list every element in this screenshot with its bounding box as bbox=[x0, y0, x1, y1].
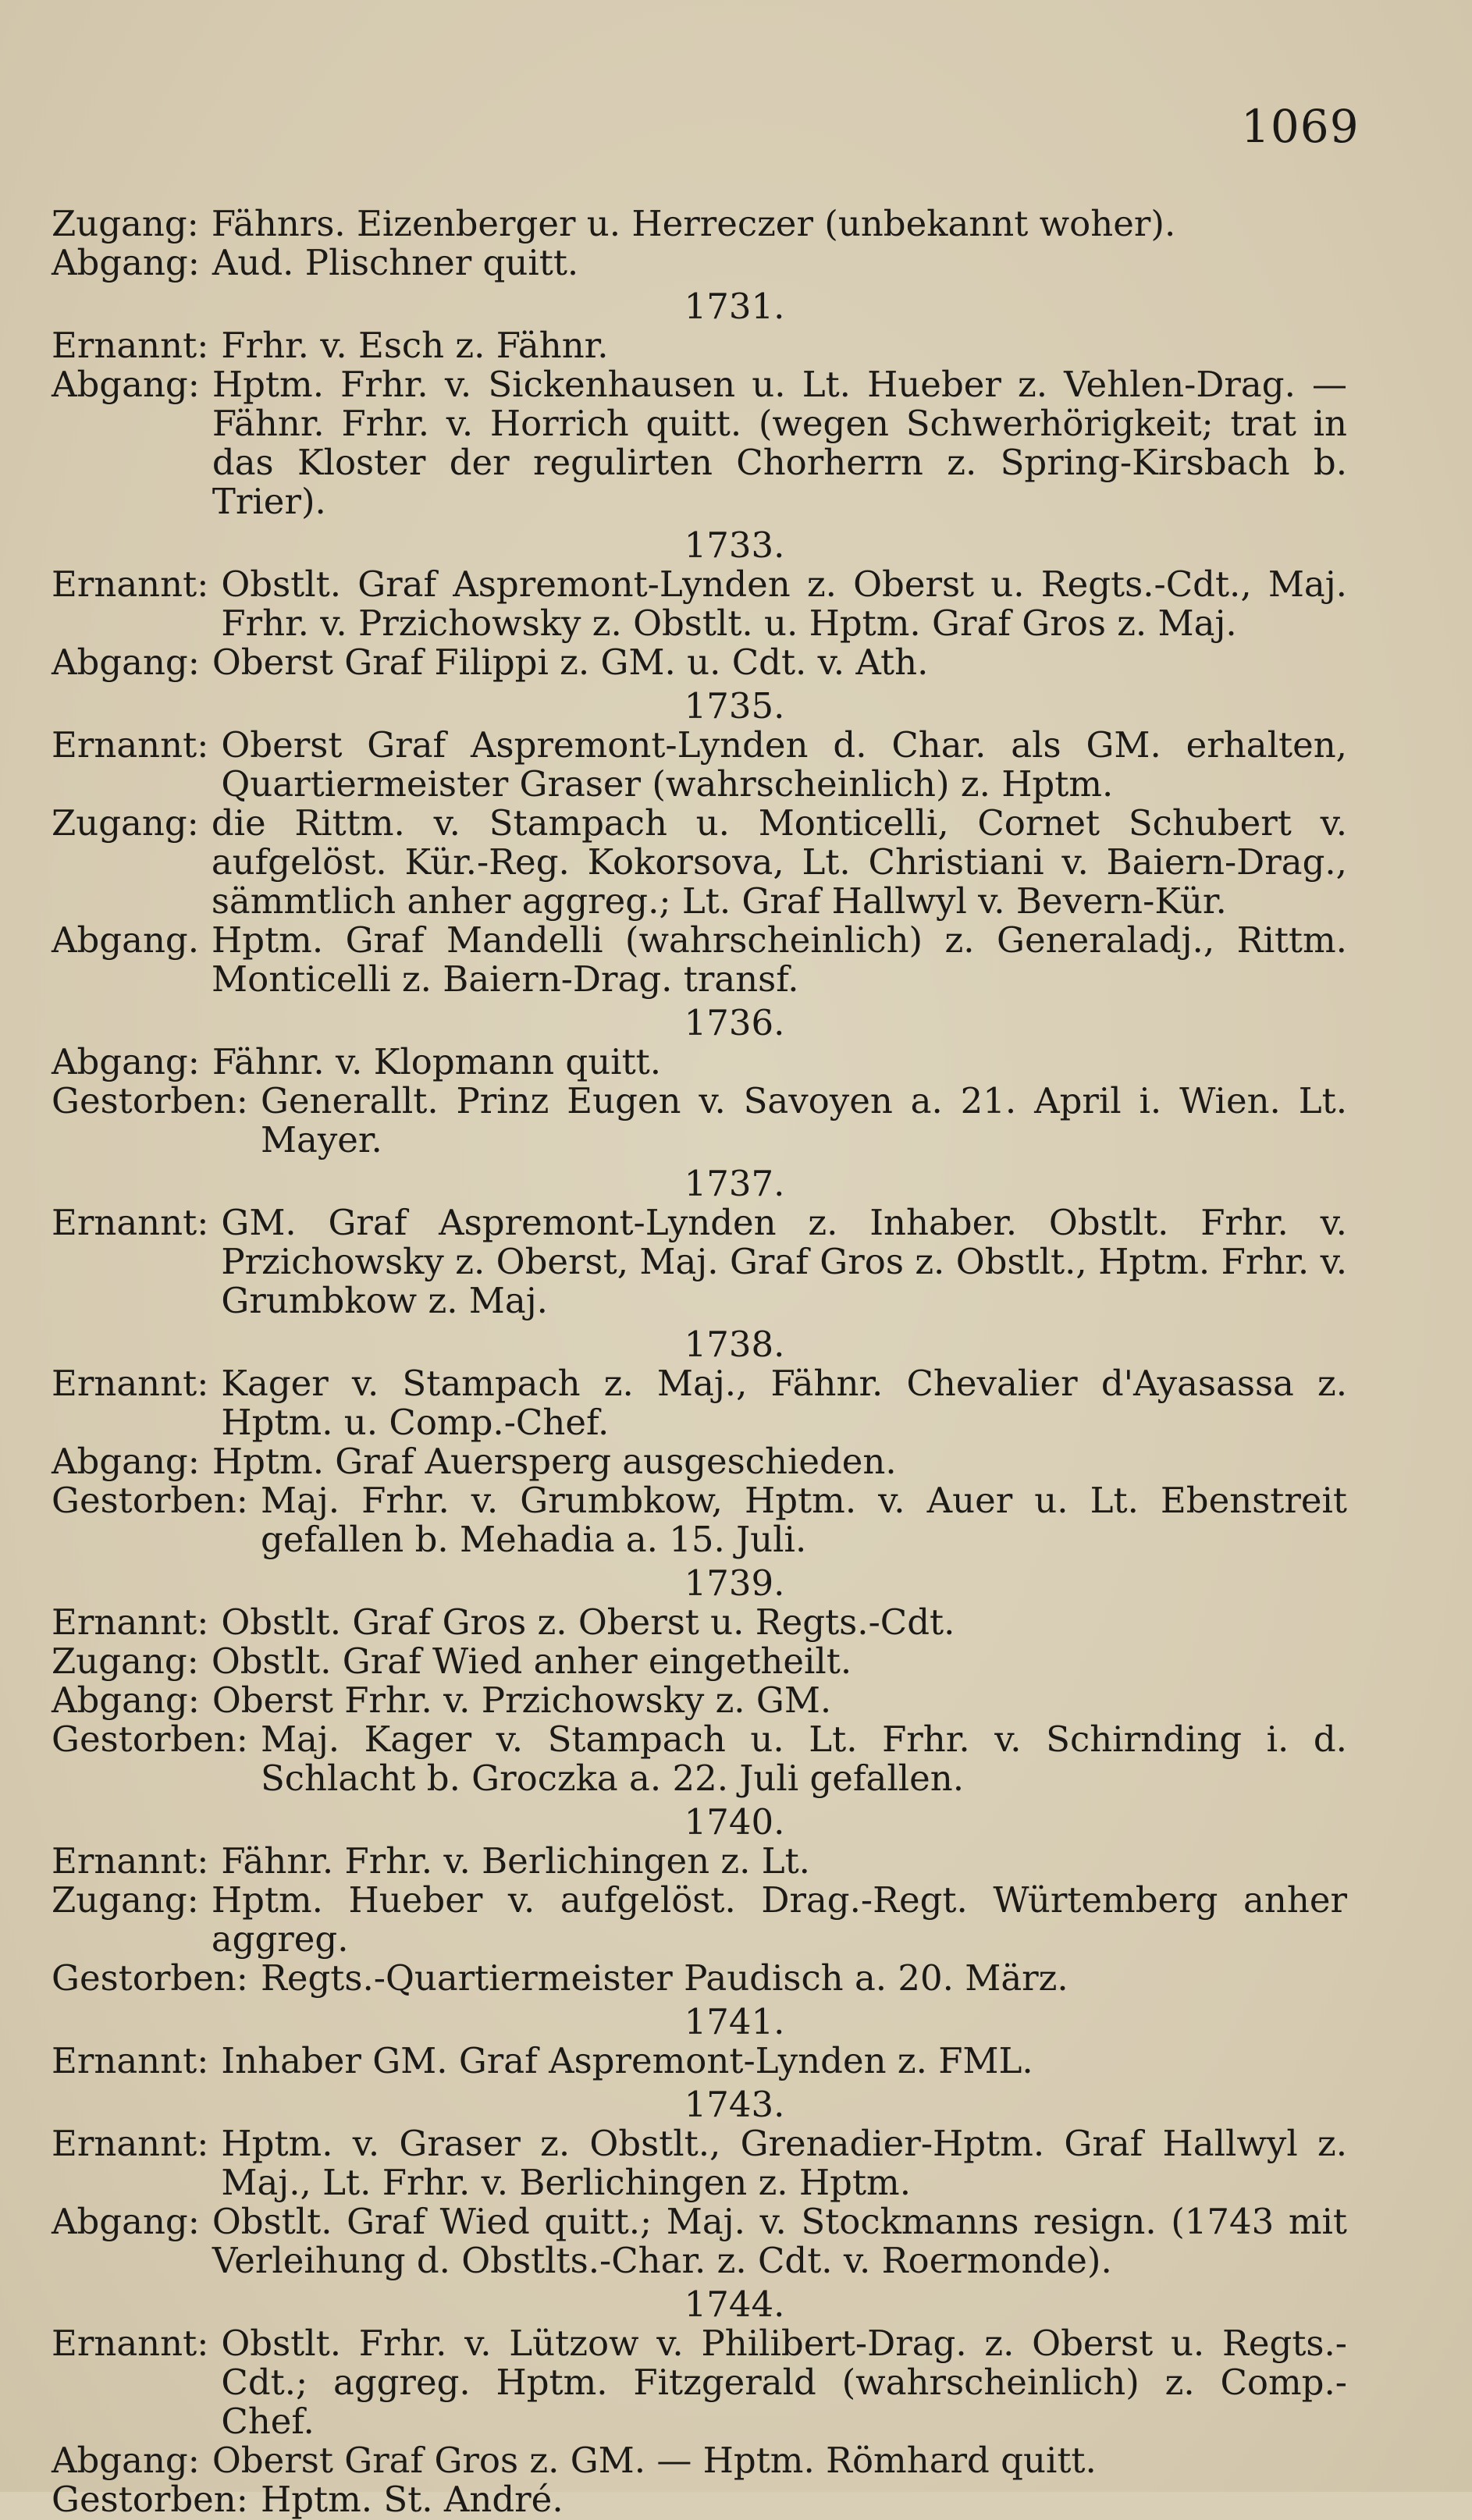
entry bbox=[52, 2324, 1347, 2441]
entry-text: Hptm. v. Graser z. Obstlt., Grenadier-Hptm. Graf Hallwyl z. Maj., Lt. Frhr. v. Berlichingen z. Hptm. bbox=[221, 2123, 1347, 2203]
document-body bbox=[52, 204, 1347, 2519]
entry bbox=[52, 1442, 1347, 1481]
entry-label: Ernannt: bbox=[52, 325, 209, 366]
entry-label: Abgang. bbox=[52, 919, 200, 961]
year-heading: 1744. bbox=[684, 2284, 785, 2325]
entry-label: Abgang: bbox=[52, 2440, 200, 2481]
entry-label: Ernannt: bbox=[52, 2123, 209, 2164]
entry bbox=[52, 1043, 1347, 1082]
entry-label: Gestorben: bbox=[52, 2479, 248, 2520]
entry bbox=[52, 1842, 1347, 1881]
entry-text: Hptm. Frhr. v. Sickenhausen u. Lt. Hueber z. Vehlen-Drag. — Fähnr. Frhr. v. Horrich quitt. (wegen Schwerhörigkeit; trat in das Kloster der regulirten Chorherrn z. Spring-Kirsbach b. Trier). bbox=[212, 364, 1347, 522]
entry-text: Kager v. Stampach z. Maj., Fähnr. Chevalier d'Ayasassa z. Hptm. u. Comp.-Chef. bbox=[221, 1363, 1347, 1443]
entry-label: Ernannt: bbox=[52, 563, 209, 605]
entry bbox=[52, 1681, 1347, 1720]
entry-label: Zugang: bbox=[52, 1879, 199, 1921]
entry bbox=[52, 2042, 1347, 2081]
entry-label: Zugang: bbox=[52, 1640, 199, 1682]
entry-label: Gestorben: bbox=[52, 1719, 248, 1760]
entry-label: Ernannt: bbox=[52, 724, 209, 766]
entry-text: Maj. Frhr. v. Grumbkow, Hptm. v. Auer u. Lt. Ebenstreit gefallen b. Mehadia a. 15. Juli. bbox=[260, 1480, 1347, 1560]
entry-label: Ernannt: bbox=[52, 2040, 209, 2081]
entry bbox=[52, 565, 1347, 643]
entry bbox=[52, 2124, 1347, 2202]
entry-text: Obstlt. Graf Aspremont-Lynden z. Oberst u. Regts.-Cdt., Maj. Frhr. v. Przichowsky z. Obstlt. u. Hptm. Graf Gros z. Maj. bbox=[221, 563, 1347, 644]
entry-label: Abgang: bbox=[52, 242, 200, 283]
year-heading: 1737. bbox=[684, 1163, 785, 1204]
page-number: 1069 bbox=[1241, 100, 1360, 153]
entry bbox=[52, 1364, 1347, 1442]
entry bbox=[52, 2202, 1347, 2280]
entry bbox=[52, 804, 1347, 921]
year-heading: 1736. bbox=[684, 1002, 785, 1043]
entry-label: Abgang: bbox=[52, 1441, 200, 1482]
entry-label: Abgang: bbox=[52, 642, 200, 683]
entry bbox=[52, 1959, 1347, 1998]
entry bbox=[52, 1082, 1347, 1160]
entry-label: Gestorben: bbox=[52, 1480, 248, 1521]
entry-label: Ernannt: bbox=[52, 1601, 209, 1643]
entry-label: Abgang: bbox=[52, 364, 200, 405]
entry-text: Hptm. St. André. bbox=[260, 2479, 564, 2520]
entry-text: Maj. Kager v. Stampach u. Lt. Frhr. v. Schirnding i. d. Schlacht b. Groczka a. 22. Juli gefallen. bbox=[260, 1719, 1347, 1799]
entry bbox=[52, 1642, 1347, 1681]
entry bbox=[52, 1203, 1347, 1320]
entry bbox=[52, 2441, 1347, 2480]
entry bbox=[52, 2480, 1347, 2519]
entry-text: Fähnr. v. Klopmann quitt. bbox=[212, 1041, 662, 1082]
year-heading: 1741. bbox=[684, 2001, 785, 2042]
entry-text: Generallt. Prinz Eugen v. Savoyen a. 21. April i. Wien. Lt. Mayer. bbox=[260, 1080, 1347, 1160]
entry-label: Ernannt: bbox=[52, 2323, 209, 2364]
year-heading: 1739. bbox=[684, 1562, 785, 1604]
year-heading: 1735. bbox=[684, 685, 785, 727]
entry bbox=[52, 726, 1347, 804]
entry-text: Aud. Plischner quitt. bbox=[212, 242, 579, 283]
entry-label: Abgang: bbox=[52, 1679, 200, 1721]
entry-text: Oberst Graf Filippi z. GM. u. Cdt. v. Ath. bbox=[212, 642, 929, 683]
entry-text: Obstlt. Graf Wied anher eingetheilt. bbox=[211, 1640, 852, 1682]
entry-text: Regts.-Quartiermeister Paudisch a. 20. März. bbox=[260, 1957, 1068, 1999]
entry-text: Fähnr. Frhr. v. Berlichingen z. Lt. bbox=[221, 1840, 810, 1882]
entry-label: Abgang: bbox=[52, 2201, 200, 2242]
entry-text: Inhaber GM. Graf Aspremont-Lynden z. FML. bbox=[221, 2040, 1033, 2081]
entry-text: Oberst Frhr. v. Przichowsky z. GM. bbox=[212, 1679, 832, 1721]
entry-label: Zugang: bbox=[52, 203, 199, 244]
entry-text: Oberst Graf Aspremont-Lynden d. Char. als GM. erhalten, Quartiermeister Graser (wahrscheinlich) z. Hptm. bbox=[221, 724, 1347, 805]
entry bbox=[52, 1481, 1347, 1559]
entry-text: Obstlt. Frhr. v. Lützow v. Philibert-Drag. z. Oberst u. Regts.-Cdt.; aggreg. Hptm. Fitzgerald (wahrscheinlich) z. Comp.-Chef. bbox=[221, 2323, 1347, 2442]
entry-label: Abgang: bbox=[52, 1041, 200, 1082]
entry bbox=[52, 921, 1347, 999]
entry-zugang bbox=[52, 204, 1347, 243]
entry-text: die Rittm. v. Stampach u. Monticelli, Cornet Schubert v. aufgelöst. Kür.-Reg. Kokorsova, Lt. Christiani v. Baiern-Drag., sämmtlich anher aggreg.; Lt. Graf Hallwyl v. Bevern-Kür. bbox=[211, 802, 1347, 922]
entry-label: Gestorben: bbox=[52, 1957, 248, 1999]
entry-text: Oberst Graf Gros z. GM. — Hptm. Römhard quitt. bbox=[212, 2440, 1097, 2481]
entry-text: Hptm. Graf Auersperg ausgeschieden. bbox=[212, 1441, 897, 1482]
entry bbox=[52, 365, 1347, 521]
year-heading: 1743. bbox=[684, 2084, 785, 2125]
entry-label: Gestorben: bbox=[52, 1080, 248, 1121]
entry-text: Obstlt. Graf Gros z. Oberst u. Regts.-Cdt. bbox=[221, 1601, 955, 1643]
year-heading: 1733. bbox=[684, 524, 785, 566]
entry-label: Ernannt: bbox=[52, 1202, 209, 1243]
entry-text: Hptm. Hueber v. aufgelöst. Drag.-Regt. Würtemberg anher aggreg. bbox=[211, 1879, 1347, 1960]
year-heading: 1740. bbox=[684, 1801, 785, 1843]
entry-label: Zugang: bbox=[52, 802, 199, 844]
entry-label: Ernannt: bbox=[52, 1363, 209, 1404]
year-heading: 1731. bbox=[684, 286, 785, 327]
entry bbox=[52, 643, 1347, 682]
entry bbox=[52, 1720, 1347, 1798]
entry-text: GM. Graf Aspremont-Lynden z. Inhaber. Obstlt. Frhr. v. Przichowsky z. Oberst, Maj. Graf Gros z. Obstlt., Hptm. Frhr. v. Grumbkow z. Maj. bbox=[221, 1202, 1347, 1321]
entry-label: Ernannt: bbox=[52, 1840, 209, 1882]
entry bbox=[52, 1881, 1347, 1959]
entry bbox=[52, 326, 1347, 365]
entry bbox=[52, 1603, 1347, 1642]
entry-text: Obstlt. Graf Wied quitt.; Maj. v. Stockmanns resign. (1743 mit Verleihung d. Obstlts.-Char. z. Cdt. v. Roermonde). bbox=[212, 2201, 1347, 2281]
entry-text: Hptm. Graf Mandelli (wahrscheinlich) z. Generaladj., Rittm. Monticelli z. Baiern-Drag. transf. bbox=[212, 919, 1347, 1000]
year-heading: 1738. bbox=[684, 1324, 785, 1365]
entry-text: Fähnrs. Eizenberger u. Herreczer (unbekannt woher). bbox=[211, 203, 1176, 244]
entry-text: Frhr. v. Esch z. Fähnr. bbox=[221, 325, 609, 366]
entry-abgang bbox=[52, 243, 1347, 283]
